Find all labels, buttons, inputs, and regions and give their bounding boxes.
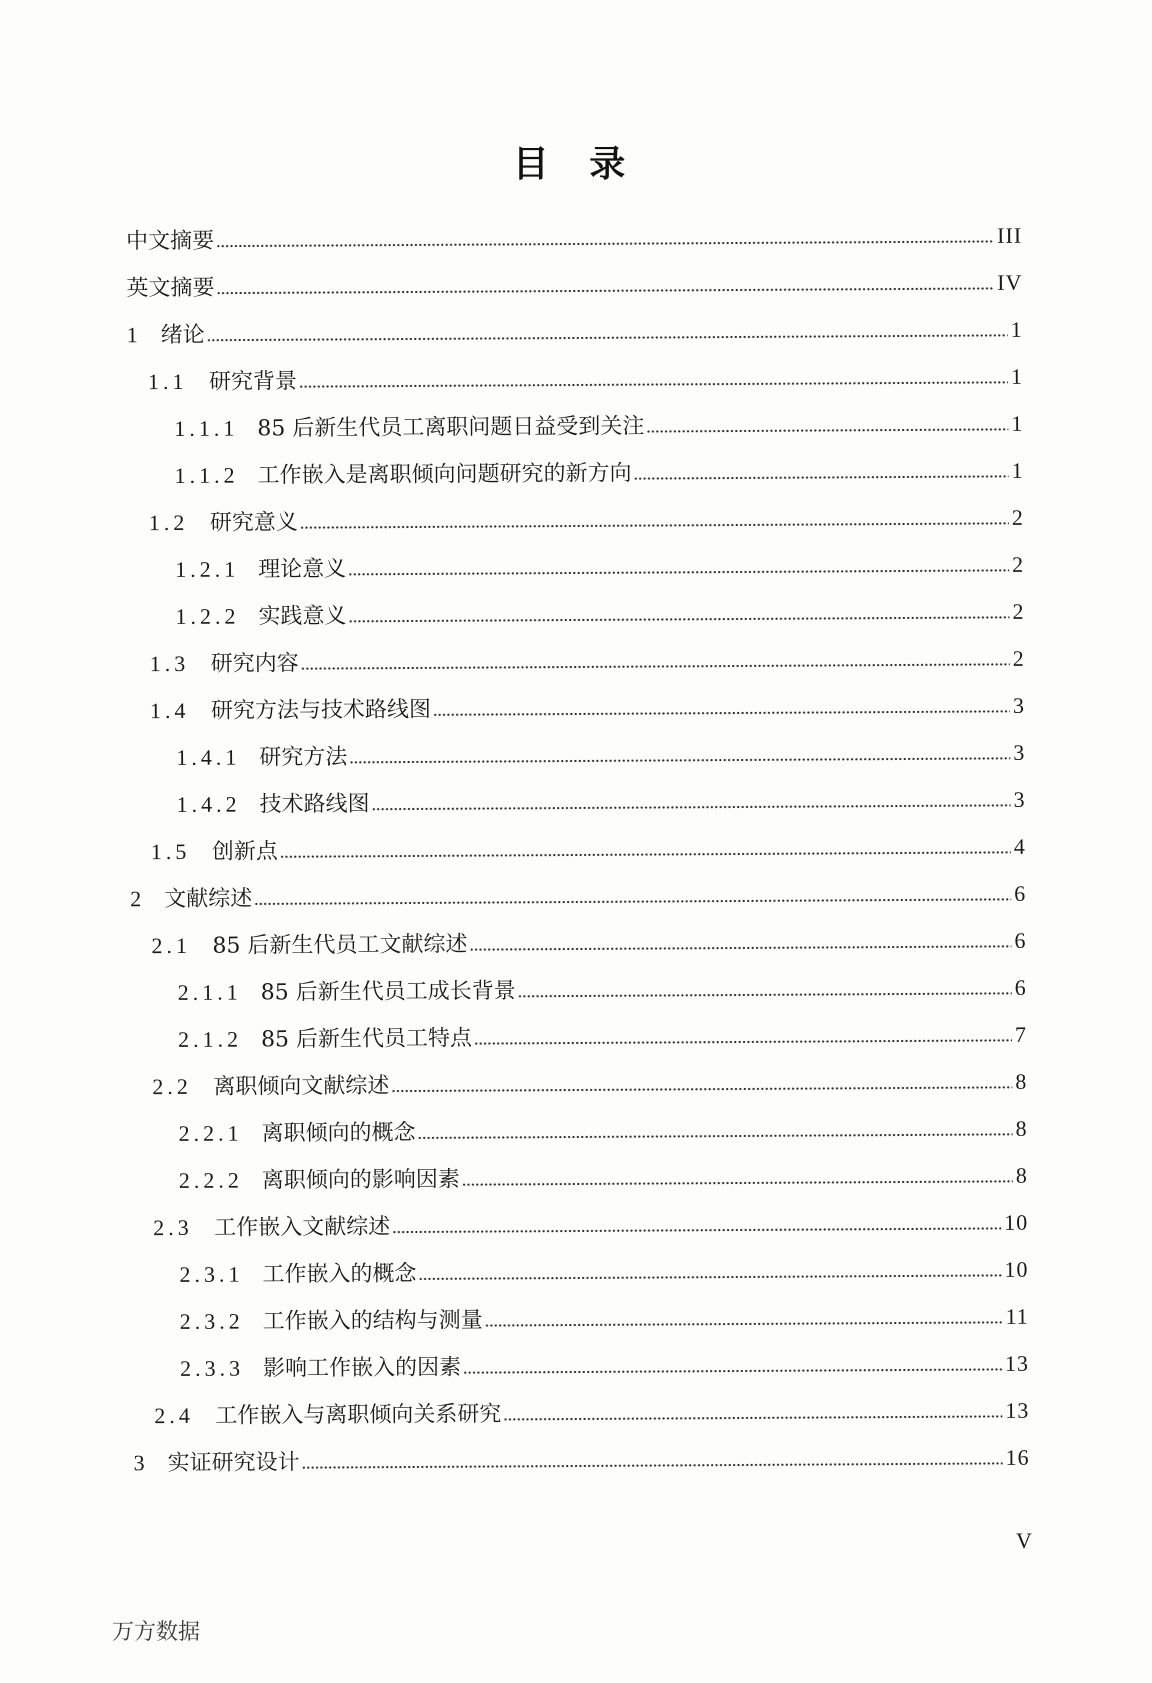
dot-leader [216,240,994,248]
toc-entry-number: 2.3.2 [179,1308,244,1334]
toc-entry-page: 7 [1014,1021,1028,1047]
toc-entry [1,306,1023,359]
toc-entry-page: 11 [1005,1303,1029,1329]
toc-entry-title: 85 后新生代员工离职问题日益受到关注 [257,414,645,442]
toc-entry [4,823,1026,876]
dot-leader [372,804,1011,811]
page-number: V [1016,1528,1032,1553]
toc-entry-title: 研究内容 [210,651,299,677]
toc-entry-number: 2.2.2 [178,1167,243,1193]
toc-entry-title: 85 后新生代员工成长背景 [260,978,516,1006]
toc-entry-title: 离职倾向文献综述 [213,1073,390,1100]
toc-entry-page: 3 [1013,739,1026,765]
toc-entry-title: 创新点 [211,839,278,865]
toc-entry-number: 1.2.2 [175,603,240,629]
toc-entry-title: 工作嵌入文献综述 [214,1214,391,1241]
toc-entry-number: 1.1.2 [174,462,239,488]
toc-entry-page: 13 [1005,1397,1030,1423]
toc-entry-page: 3 [1013,786,1026,812]
toc-entry-title: 实证研究设计 [167,1450,300,1476]
toc-entry [3,635,1025,688]
toc-entry [7,1434,1029,1487]
toc-entry-page: 3 [1012,692,1026,718]
toc-entry-number: 1.4 [149,697,190,724]
dot-leader [301,663,1010,670]
toc-entry-number: 2.2 [152,1073,192,1100]
toc-entry-number: 2.1.1 [177,979,242,1005]
toc-entry [7,1387,1029,1440]
toc-entry [0,212,1022,265]
toc-entry-page: 6 [1014,927,1027,953]
toc-entry [2,541,1024,594]
toc-entry-page: 8 [1015,1162,1028,1188]
toc-entry-title: 绪论 [160,322,205,349]
dot-leader [474,1039,1012,1045]
toc-entry-page: 2 [1012,598,1025,624]
dot-leader [463,1368,1002,1374]
toc-entry-number: 2.3.3 [179,1355,245,1381]
toc-entry [3,729,1025,782]
toc-entry-title: 工作嵌入是离职倾向问题研究的新方向 [257,461,632,489]
dot-leader [485,1321,1003,1327]
toc-entry-title: 文献综述 [164,886,253,913]
toc-entry-title: 85 后新生代员工特点 [260,1026,473,1053]
toc-entry-number: 3 [133,1450,149,1476]
dot-leader [348,616,1009,623]
toc-entry-number: 2.3 [153,1214,193,1241]
dot-leader [299,381,1008,388]
toc-entry [6,1246,1028,1299]
dot-leader [433,710,1010,717]
dot-leader [518,992,1012,998]
toc-entry-page: 6 [1014,974,1027,1000]
toc-entry-title: 研究意义 [209,510,298,536]
toc-entry [5,1058,1027,1111]
dot-leader [469,945,1011,951]
toc-entry-number: 2.1 [151,932,192,959]
toc-entry [6,1152,1028,1205]
toc-entry [5,1011,1027,1064]
toc-entry [2,494,1024,547]
toc-entry [1,400,1023,453]
toc-entry [5,964,1027,1017]
toc-entry-number: 2.2.1 [178,1120,243,1146]
toc-entry-page: IV [997,269,1023,295]
toc-entry-number: 2.3.1 [179,1261,244,1287]
toc-entry-number: 1.1.1 [174,415,239,441]
toc-entry-number: 2 [130,886,146,912]
toc-entry [0,259,1022,312]
dot-leader [302,1462,1003,1469]
dot-leader [392,1227,1001,1234]
toc-entry-title: 研究方法 [259,744,348,771]
dot-leader [391,1086,1012,1093]
toc-entry-page: 8 [1015,1068,1028,1094]
toc-entry-page: 4 [1013,833,1026,859]
dot-leader [254,898,1011,906]
toc-entry-title: 实践意义 [258,603,347,630]
toc-entry [1,447,1023,500]
toc-entry-title: 工作嵌入与离职倾向关系研究 [215,1401,502,1429]
dot-leader [216,287,994,295]
toc-entry-number: 1.2 [148,509,189,536]
toc-entry-title: 英文摘要 [126,275,215,302]
toc-entry [4,917,1026,970]
toc-entry [1,353,1023,406]
toc-entry-number: 1.1 [147,368,188,395]
dot-leader [418,1274,1001,1281]
toc-entry [2,588,1024,641]
dot-leader [207,334,1008,342]
toc-entry-page: 2 [1011,504,1024,530]
toc-entry-page: 6 [1014,880,1027,906]
toc-entry-title: 工作嵌入的结构与测量 [262,1308,483,1335]
toc-entry [3,682,1025,735]
toc-entry-title: 研究方法与技术路线图 [210,697,432,724]
toc-entry-title: 中文摘要 [126,228,215,255]
toc-entry-number: 1 [126,322,142,348]
toc-entry-number: 1.4.1 [176,744,241,770]
toc-entry [3,776,1025,829]
toc-entry [4,870,1026,923]
toc-entry-title: 离职倾向的概念 [261,1120,416,1147]
dot-leader [462,1180,1013,1186]
toc-entry-page: 1 [1010,316,1023,342]
toc-entry-title: 离职倾向的影响因素 [261,1167,460,1194]
toc-entry-title: 85 后新生代员工文献综述 [212,932,468,959]
toc-entry-page: 10 [1004,1256,1029,1282]
toc-entry-page: III [997,222,1023,248]
dot-leader [418,1133,1013,1140]
toc-entry-page: 16 [1005,1444,1030,1470]
dot-leader [349,757,1010,764]
dot-leader [348,569,1009,576]
toc-entry [6,1199,1028,1252]
dot-leader [646,428,1008,433]
toc-entry-page: 8 [1015,1115,1028,1141]
toc-entry-page: 1 [1010,363,1024,389]
toc-entry-page: 1 [1011,410,1024,436]
watermark: 万方数据 [112,1620,201,1645]
dot-leader [300,522,1009,529]
toc-entry-number: 1.4.2 [176,791,241,817]
toc-entry-title: 工作嵌入的概念 [262,1261,417,1288]
dot-leader [503,1415,1002,1421]
toc-entry-number: 2.4 [154,1402,194,1429]
toc-entry-number: 2.1.2 [177,1026,243,1052]
toc-entry-number: 1.3 [149,650,190,677]
toc-entry [5,1105,1027,1158]
toc-entry-page: 2 [1012,551,1025,577]
table-of-contents [0,211,1152,1487]
toc-entry-page: 1 [1011,457,1024,483]
toc-entry-number: 1.5 [150,838,191,865]
toc-entry-title: 技术路线图 [259,791,370,818]
toc-entry [7,1340,1029,1393]
toc-entry-title: 影响工作嵌入的因素 [262,1355,462,1382]
toc-entry [7,1293,1029,1346]
dot-leader [280,851,1011,858]
toc-entry-number: 1.2.1 [175,556,240,582]
toc-entry-title: 研究背景 [208,369,298,395]
toc-entry-page: 13 [1004,1350,1030,1376]
toc-entry-title: 理论意义 [258,556,347,583]
toc-entry-page: 10 [1004,1209,1029,1235]
page-title: 目 录 [512,144,640,185]
toc-entry-page: 2 [1012,645,1025,671]
dot-leader [634,475,1009,480]
